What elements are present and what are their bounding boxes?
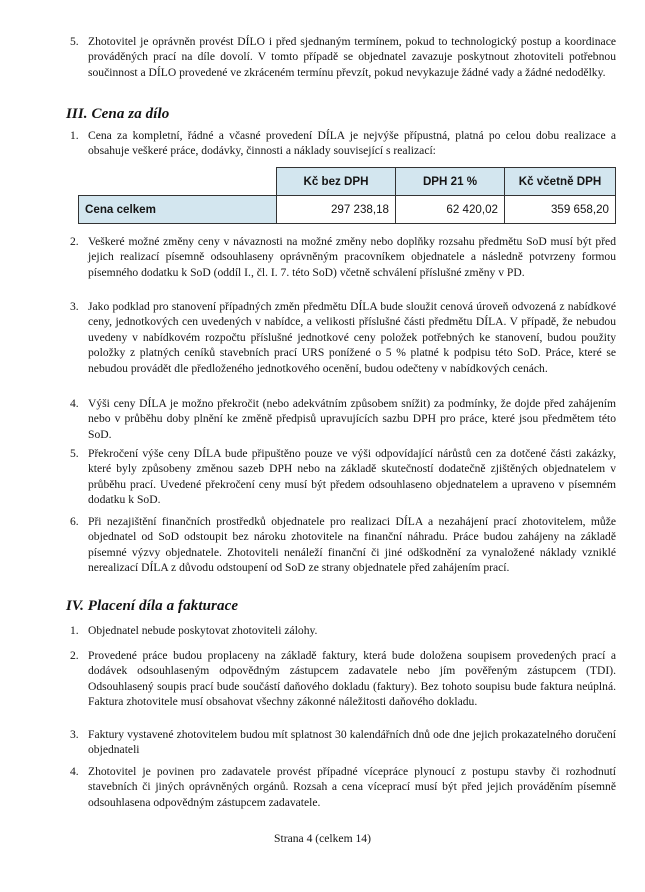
table-corner-cell xyxy=(79,168,277,196)
list-item-text: Cena za kompletní, řádné a včasné provedení DÍLA je nejvýše přípustná, platná po celou dobu realizace a obsahuje veškeré práce, dodávky, činnosti a náklady související s realizací: xyxy=(88,129,616,158)
list-item-iii-4 xyxy=(70,396,616,442)
list-item-iv-4 xyxy=(70,764,616,810)
list-item-number: 5. xyxy=(70,35,79,48)
list-item-text: Při nezajištění finančních prostředků objednatele pro realizaci DÍLA a nezahájení prací zhotovitelem, může objednatel od SoD odstoupit bez nároku zhotovitele na finanční náhradu. Práce budou zahájeny na základě písemné výzvy objednatele. Zhotoviteli nenáleží finanční či jiné odškodnění za vynaložené náklady vzniklé nerealizací DÍLA z důvodu odstoupení od SoD ze strany objednatele před zahájením prací. xyxy=(88,515,616,575)
table-row xyxy=(79,196,616,224)
price-table xyxy=(78,167,616,224)
table-header-row xyxy=(79,168,616,196)
table-header-excl-vat: Kč bez DPH xyxy=(277,168,396,196)
list-item-number: 1. xyxy=(70,129,79,142)
table-cell-excl-vat: 297 238,18 xyxy=(277,196,396,224)
list-item-text: Překročení výše ceny DÍLA bude připuštěno pouze ve výši odpovídající nárůstů cen za dotčené části zakázky, které byly způsobeny změnou sazeb DPH nebo na základě skutečností dodatečně zjištěných objednatelem v průběhu prací. Uvedené překročení ceny musí být předem odsouhlaseno objednatelem a upraveno v písemném dodatku k SoD. xyxy=(88,447,616,507)
list-item-iii-3 xyxy=(70,299,616,376)
list-item-iii-2 xyxy=(70,234,616,280)
section-heading-iii: III. Cena za dílo xyxy=(66,106,170,122)
list-item-number: 5. xyxy=(70,447,79,460)
table-header-vat: DPH 21 % xyxy=(396,168,505,196)
list-item-iii-5 xyxy=(70,446,616,508)
list-item-iii-6 xyxy=(70,514,616,576)
list-item-text: Provedené práce budou proplaceny na základě faktury, která bude doložena soupisem provedených prací a dodávek odsouhlaseným odpovědným zástupcem zadavatele nebo jím pověřeným zástupcem (TDI). Odsouhlasený soupis prací bude součástí daňového dokladu (faktury). Bez tohoto soupisu bude faktura neúplná. Faktura zhotovitele musí obsahovat všechny zákonné náležitosti daňového dokladu. xyxy=(88,649,616,709)
table-cell-incl-vat: 359 658,20 xyxy=(505,196,616,224)
list-item-number: 4. xyxy=(70,397,79,410)
table-cell-vat: 62 420,02 xyxy=(396,196,505,224)
list-item-text: Výši ceny DÍLA je možno překročit (nebo adekvátním způsobem snížit) za podmínky, že dojde před zahájením nebo v průběhu doby plnění ke změně předpisů upravujících sazbu DPH pro práce, které jsou předmětem této SoD. xyxy=(88,397,616,441)
list-item-text: Faktury vystavené zhotovitelem budou mít splatnost 30 kalendářních dnů ode dne jejich prokazatelného doručení objednateli xyxy=(88,728,616,757)
table-row-label: Cena celkem xyxy=(79,196,277,224)
page-footer: Strana 4 (celkem 14) xyxy=(274,832,371,845)
list-item-iii-1 xyxy=(70,128,616,159)
table-header-incl-vat: Kč včetně DPH xyxy=(505,168,616,196)
list-item-iv-2 xyxy=(70,648,616,710)
section-heading-iv: IV. Placení díla a fakturace xyxy=(66,598,239,614)
list-item-text: Zhotovitel je oprávněn provést DÍLO i před sjednaným termínem, pokud to technologický postup a koordinace prováděných prací na díle dovolí. V tomto případě se objednatel zavazuje poskytnout zhotoviteli potřebnou součinnost a DÍLO provedené ve zkráceném termínu převzít, pokud nevykazuje žádné vady a žádné nedodělky. xyxy=(88,35,616,79)
list-item-number: 2. xyxy=(70,649,79,662)
list-item-prev-5 xyxy=(70,34,616,80)
list-item-number: 1. xyxy=(70,624,79,637)
list-item-text: Veškeré možné změny ceny v návaznosti na možné změny nebo doplňky rozsahu předmětu SoD musí být před jejich realizací písemně odsouhlaseny oprávněným pracovníkem objednatele a následně potvrzeny formou písemného dodatku k SoD (oddíl I., čl. I. 7. této SoD) včetně schválení příslušné změny v PD. xyxy=(88,235,616,279)
list-item-number: 2. xyxy=(70,235,79,248)
list-item-number: 6. xyxy=(70,515,79,528)
list-item-text: Zhotovitel je povinen pro zadavatele provést případné vícepráce plynoucí z postupu stavby či rozhodnutí stavebních či jiných oprávněných orgánů. Rozsah a cena víceprací musí být před jejich prováděním písemně odsouhlasena odpovědným zástupcem zadavatele. xyxy=(88,765,616,809)
list-item-number: 3. xyxy=(70,300,79,313)
list-item-text: Objednatel nebude poskytovat zhotoviteli zálohy. xyxy=(88,624,318,637)
list-item-number: 4. xyxy=(70,765,79,778)
list-item-iv-1 xyxy=(70,623,616,638)
list-item-iv-3 xyxy=(70,727,616,758)
list-item-number: 3. xyxy=(70,728,79,741)
list-item-text: Jako podklad pro stanovení případných změn předmětu DÍLA bude sloužit cenová úroveň odvozená z nabídkové ceny, jednotkových cen uvedených v nabídce, a velikosti příslušné části předmětu DÍLA. V případě, že nebudou uvedeny v nabídkovém rozpočtu příslušné jednotkové ceny položek potřebných ke stanovení, budou použity položky z platných ceníků stavebních prací URS ponížené o 5 % platné k podpisu této SoD. Práce, které se nebudou provádět dle předloženého jednotkového ocenění, budou odečteny v nabídkových cenách. xyxy=(88,300,616,375)
